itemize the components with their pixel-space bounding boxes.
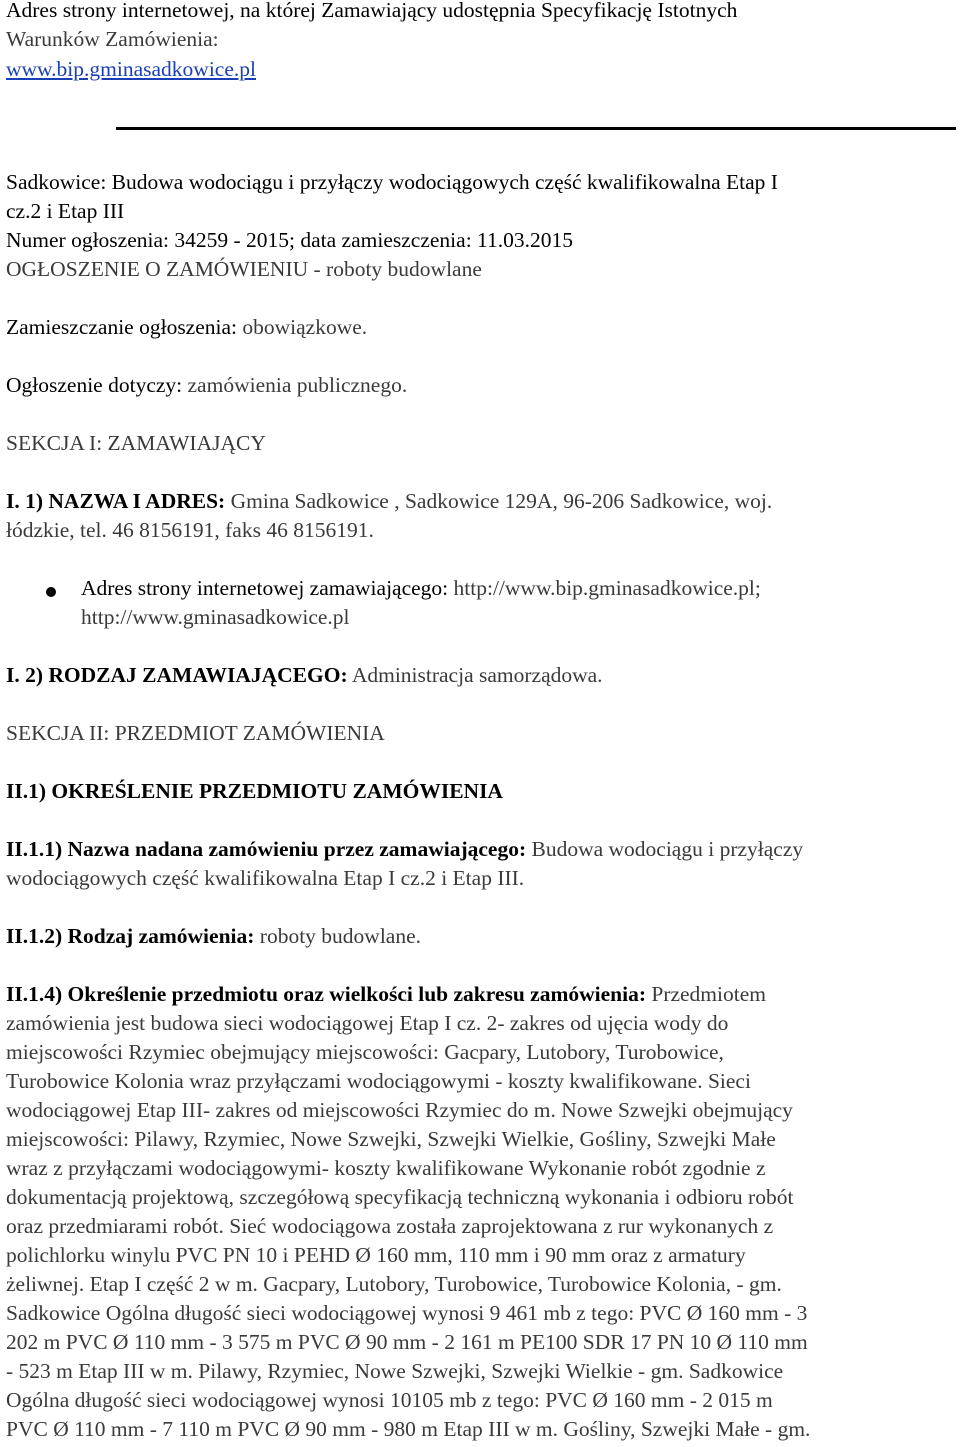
field-value: Przedmiotem — [645, 982, 766, 1006]
field-value: roboty budowlane. — [254, 924, 422, 948]
horizontal-rule — [116, 127, 956, 130]
paragraph-line: oraz przedmiarami robót. Sieć wodociągowa została zaprojektowana z rur wykonanych z — [6, 1214, 774, 1238]
paragraph-line: Ogólna długość sieci wodociągowej wynosi 10105 mb z tego: PVC Ø 160 mm - 2 015 m — [6, 1388, 773, 1412]
paragraph-line: Sadkowice Ogólna długość sieci wodociągowej wynosi 9 461 mb z tego: PVC Ø 160 mm - 3 — [6, 1301, 808, 1325]
paragraph-line: PVC Ø 110 mm - 7 110 m PVC Ø 90 mm - 980 m Etap III w m. Gośliny, Szwejki Małe - gm. — [6, 1417, 811, 1441]
field-label: II.1.2) Rodzaj zamówienia: — [6, 924, 255, 948]
field-value: zamówienia publicznego. — [182, 373, 408, 397]
paragraph-line: miejscowości Rzymiec obejmujący miejscowości: Gacpary, Lutobory, Turobowice, — [6, 1040, 724, 1064]
field-label: I. 2) RODZAJ ZAMAWIAJĄCEGO: — [6, 663, 348, 687]
section-2-heading: SEKCJA II: PRZEDMIOT ZAMÓWIENIA — [6, 721, 385, 745]
field-nazwa-zamowienia-cont: wodociągowych część kwalifikowalna Etap I cz.2 i Etap III. — [6, 866, 525, 890]
field-przedmiot-zamowienia — [6, 980, 766, 1009]
field-label: Adres strony internetowej zamawiającego: — [81, 576, 449, 600]
field-zamieszczanie — [6, 313, 367, 342]
field-label: Zamieszczanie ogłoszenia: — [6, 315, 238, 339]
field-www — [81, 574, 761, 603]
bullet-icon — [46, 587, 56, 597]
paragraph-line: żeliwnej. Etap I część 2 w m. Gacpary, Lutobory, Turobowice, Turobowice Kolonia, - gm. — [6, 1272, 782, 1296]
spec-address-intro-cont: Warunków Zamówienia: — [6, 27, 219, 51]
field-label: II.1.1) Nazwa nadana zamówieniu przez zamawiającego: — [6, 837, 527, 861]
field-value: Gmina Sadkowice , Sadkowice 129A, 96-206 Sadkowice, woj. — [225, 489, 773, 513]
field-rodzaj-zamawiajacego — [6, 661, 603, 690]
field-nazwa-zamowienia — [6, 835, 803, 864]
notice-type: OGŁOSZENIE O ZAMÓWIENIU - roboty budowlane — [6, 257, 482, 281]
paragraph-line: wodociągowej Etap III- zakres od miejscowości Rzymiec do m. Nowe Szwejki obejmujący — [6, 1098, 793, 1122]
field-nazwa-adres-cont: łódzkie, tel. 46 8156191, faks 46 8156191. — [6, 518, 374, 542]
section-1-heading: SEKCJA I: ZAMAWIAJĄCY — [6, 431, 266, 455]
paragraph-line: miejscowości: Pilawy, Rzymiec, Nowe Szwejki, Szwejki Wielkie, Gośliny, Szwejki Małe — [6, 1127, 776, 1151]
notice-title-cont: cz.2 i Etap III — [6, 199, 125, 223]
paragraph-line: wraz z przyłączami wodociągowymi- koszty kwalifikowane Wykonanie robót zgodnie z — [6, 1156, 766, 1180]
spec-address-intro: Adres strony internetowej, na której Zamawiający udostępnia Specyfikację Istotnych — [6, 0, 738, 22]
paragraph-line: Turobowice Kolonia wraz przyłączami wodociągowymi - koszty kwalifikowane. Sieci — [6, 1069, 751, 1093]
field-value: http://www.bip.gminasadkowice.pl; — [448, 576, 761, 600]
subsection-2-1-heading: II.1) OKREŚLENIE PRZEDMIOTU ZAMÓWIENIA — [6, 779, 503, 803]
paragraph-line: 202 m PVC Ø 110 mm - 3 575 m PVC Ø 90 mm - 2 161 m PE100 SDR 17 PN 10 Ø 110 mm — [6, 1330, 808, 1354]
field-label: I. 1) NAZWA I ADRES: — [6, 489, 226, 513]
paragraph-line: dokumentacją projektową, szczegółową specyfikacją techniczną wykonania i odbioru robót — [6, 1185, 794, 1209]
field-value: obowiązkowe. — [237, 315, 368, 339]
field-www-cont: http://www.gminasadkowice.pl — [81, 605, 350, 629]
paragraph-line: polichlorku winylu PVC PN 10 i PEHD Ø 160 mm, 110 mm i 90 mm oraz z armatury — [6, 1243, 746, 1267]
field-nazwa-adres — [6, 487, 772, 516]
field-label: Ogłoszenie dotyczy: — [6, 373, 183, 397]
description-paragraph — [6, 1009, 810, 1444]
notice-number: Numer ogłoszenia: 34259 - 2015; data zamieszczenia: 11.03.2015 — [6, 228, 573, 252]
field-label: II.1.4) Określenie przedmiotu oraz wielkości lub zakresu zamówienia: — [6, 982, 646, 1006]
field-dotyczy — [6, 371, 407, 400]
paragraph-line: zamówienia jest budowa sieci wodociągowej Etap I cz. 2- zakres od ujęcia wody do — [6, 1011, 729, 1035]
field-rodzaj-zamowienia — [6, 922, 421, 951]
paragraph-line: - 523 m Etap III w m. Pilawy, Rzymiec, Nowe Szwejki, Szwejki Wielkie - gm. Sadkowice — [6, 1359, 784, 1383]
field-value: Budowa wodociągu i przyłączy — [526, 837, 804, 861]
spec-url-link[interactable]: www.bip.gminasadkowice.pl — [6, 57, 256, 81]
field-value: Administracja samorządowa. — [347, 663, 603, 687]
notice-title: Sadkowice: Budowa wodociągu i przyłączy wodociągowych część kwalifikowalna Etap I — [6, 170, 778, 194]
